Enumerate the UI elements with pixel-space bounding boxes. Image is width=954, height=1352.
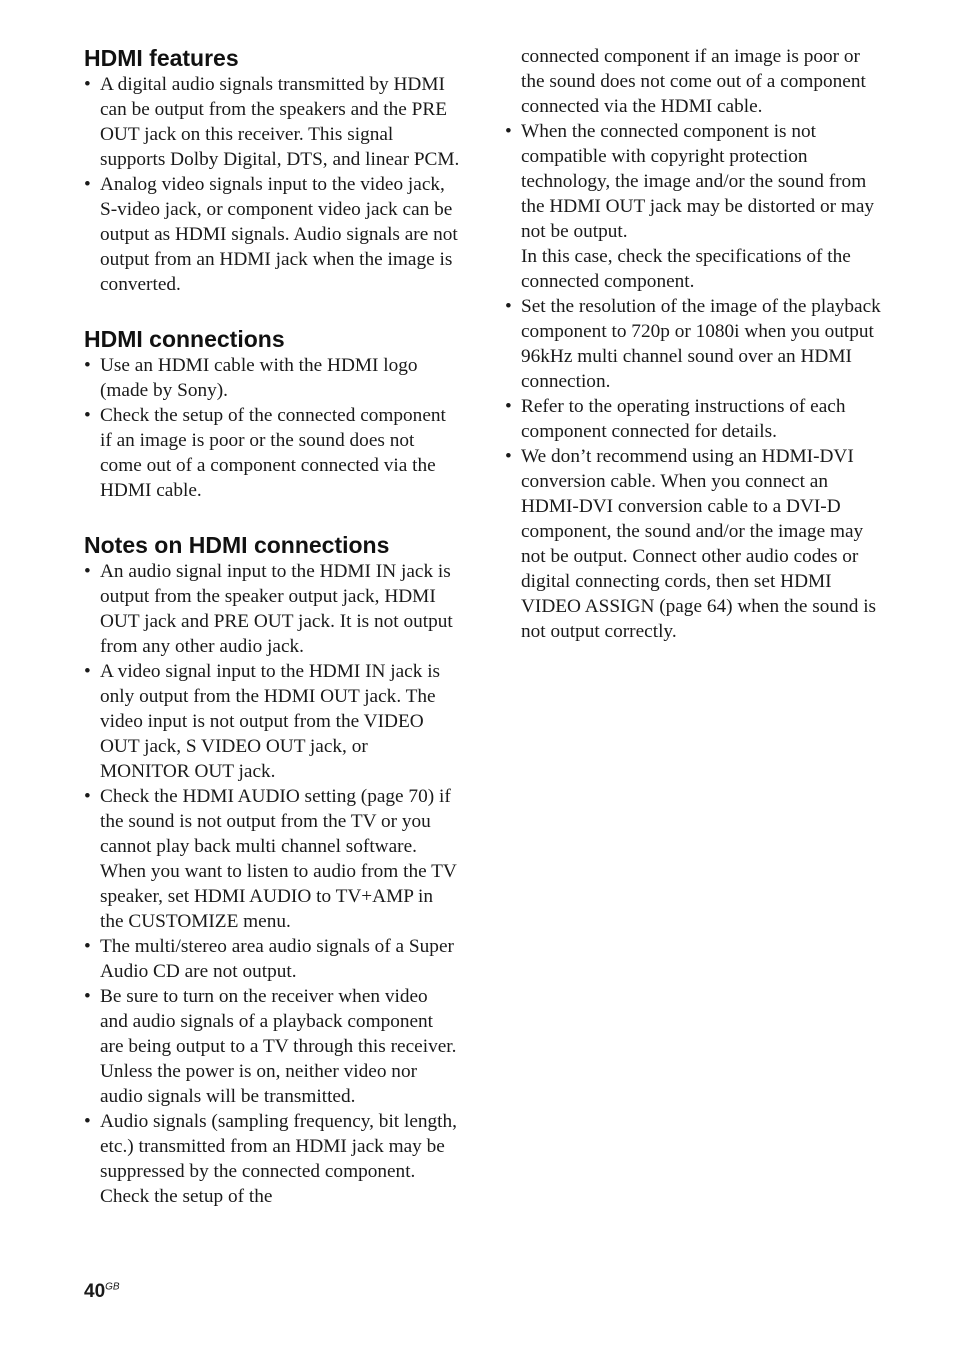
list-item: • Analog video signals input to the video jack, S-video jack, or component video jack can be output as HDMI signals. Audio signals are not output from an HDMI jack when the image is converted. bbox=[84, 174, 458, 295]
continued-text: connected component if an image is poor or the sound does not come out of a component connected via the HDMI cable. bbox=[521, 46, 866, 117]
bullet-icon: • bbox=[84, 355, 91, 376]
bullet-icon: • bbox=[505, 446, 512, 467]
right-column bbox=[505, 44, 885, 644]
list-item: • Check the setup of the connected component if an image is poor or the sound does not come out of a component connected via the HDMI cable. bbox=[84, 405, 446, 501]
bullet-list bbox=[505, 119, 885, 644]
list-item: • Refer to the operating instructions of each component connected for details. bbox=[505, 396, 846, 442]
bullet-icon: • bbox=[505, 121, 512, 142]
section-notes-on-hdmi-connections bbox=[84, 531, 460, 1209]
bullet-list bbox=[84, 72, 460, 297]
list-item: • The multi/stereo area audio signals of a Super Audio CD are not output. bbox=[84, 936, 454, 982]
heading-hdmi-features: HDMI features bbox=[84, 45, 239, 71]
bullet-icon: • bbox=[84, 936, 91, 957]
page-number: $40^{GB}$ bbox=[84, 1281, 120, 1302]
bullet-icon: • bbox=[84, 986, 91, 1007]
bullet-icon: • bbox=[84, 561, 91, 582]
heading-notes-on-hdmi-connections: Notes on HDMI connections bbox=[84, 532, 390, 558]
bullet-icon: • bbox=[505, 396, 512, 417]
list-item: • Be sure to turn on the receiver when video and audio signals of a playback component are being output to a TV through this receiver. Unless the power is on, neither video nor audio signals will be transmitted. bbox=[84, 986, 457, 1107]
bullet-icon: • bbox=[505, 296, 512, 317]
bullet-icon: • bbox=[84, 174, 91, 195]
list-item: • Check the HDMI AUDIO setting (page 70) if the sound is not output from the TV or you cannot play back multi channel software. When you want to listen to audio from the TV speaker, set HDMI AUDIO to TV+AMP in the CUSTOMIZE menu. bbox=[84, 786, 457, 932]
bullet-list bbox=[84, 559, 460, 1209]
bullet-icon: • bbox=[84, 786, 91, 807]
list-item-note: In this case, check the specifications of the connected component. bbox=[521, 246, 851, 292]
list-item: • Set the resolution of the image of the playback component to 720p or 1080i when you output 96kHz multi channel sound over an HDMI connection. bbox=[505, 296, 881, 392]
list-item: • Audio signals (sampling frequency, bit length, etc.) transmitted from an HDMI jack may be suppressed by the connected component. Check the setup of the bbox=[84, 1111, 457, 1207]
section-hdmi-features bbox=[84, 44, 460, 297]
region-code: GB bbox=[105, 1281, 120, 1293]
list-item: • A digital audio signals transmitted by HDMI can be output from the speakers and the PRE OUT jack on this receiver. This signal supports Dolby Digital, DTS, and linear PCM. bbox=[84, 74, 460, 170]
heading-hdmi-connections: HDMI connections bbox=[84, 326, 285, 352]
left-column bbox=[84, 0, 460, 1209]
bullet-icon: • bbox=[84, 1111, 91, 1132]
list-item: • A video signal input to the HDMI IN jack is only output from the HDMI OUT jack. The video input is not output from the VIDEO OUT jack, S VIDEO OUT jack, or MONITOR OUT jack. bbox=[84, 661, 441, 782]
list-item: • When the connected component is not compatible with copyright protection technology, the image and/or the sound from the HDMI OUT jack may be distorted or may not be output. In this case, check the specifications of the connected component. bbox=[505, 121, 875, 292]
section-hdmi-connections bbox=[84, 325, 460, 503]
bullet-icon: • bbox=[84, 405, 91, 426]
bullet-list bbox=[84, 353, 460, 503]
list-item: • An audio signal input to the HDMI IN jack is output from the speaker output jack, HDMI OUT jack and PRE OUT jack. It is not output from any other audio jack. bbox=[84, 561, 453, 657]
bullet-icon: • bbox=[84, 74, 91, 95]
list-item: • Use an HDMI cable with the HDMI logo (made by Sony). bbox=[84, 355, 418, 401]
list-item: • We don’t recommend using an HDMI-DVI conversion cable. When you connect an HDMI-DVI conversion cable to a DVI-D component, the sound and/or the image may not be output. Connect other audio codes or digital connecting cords, then set HDMI VIDEO ASSIGN (page 64) when the sound is not output correctly. bbox=[505, 446, 877, 642]
bullet-icon: • bbox=[84, 661, 91, 682]
